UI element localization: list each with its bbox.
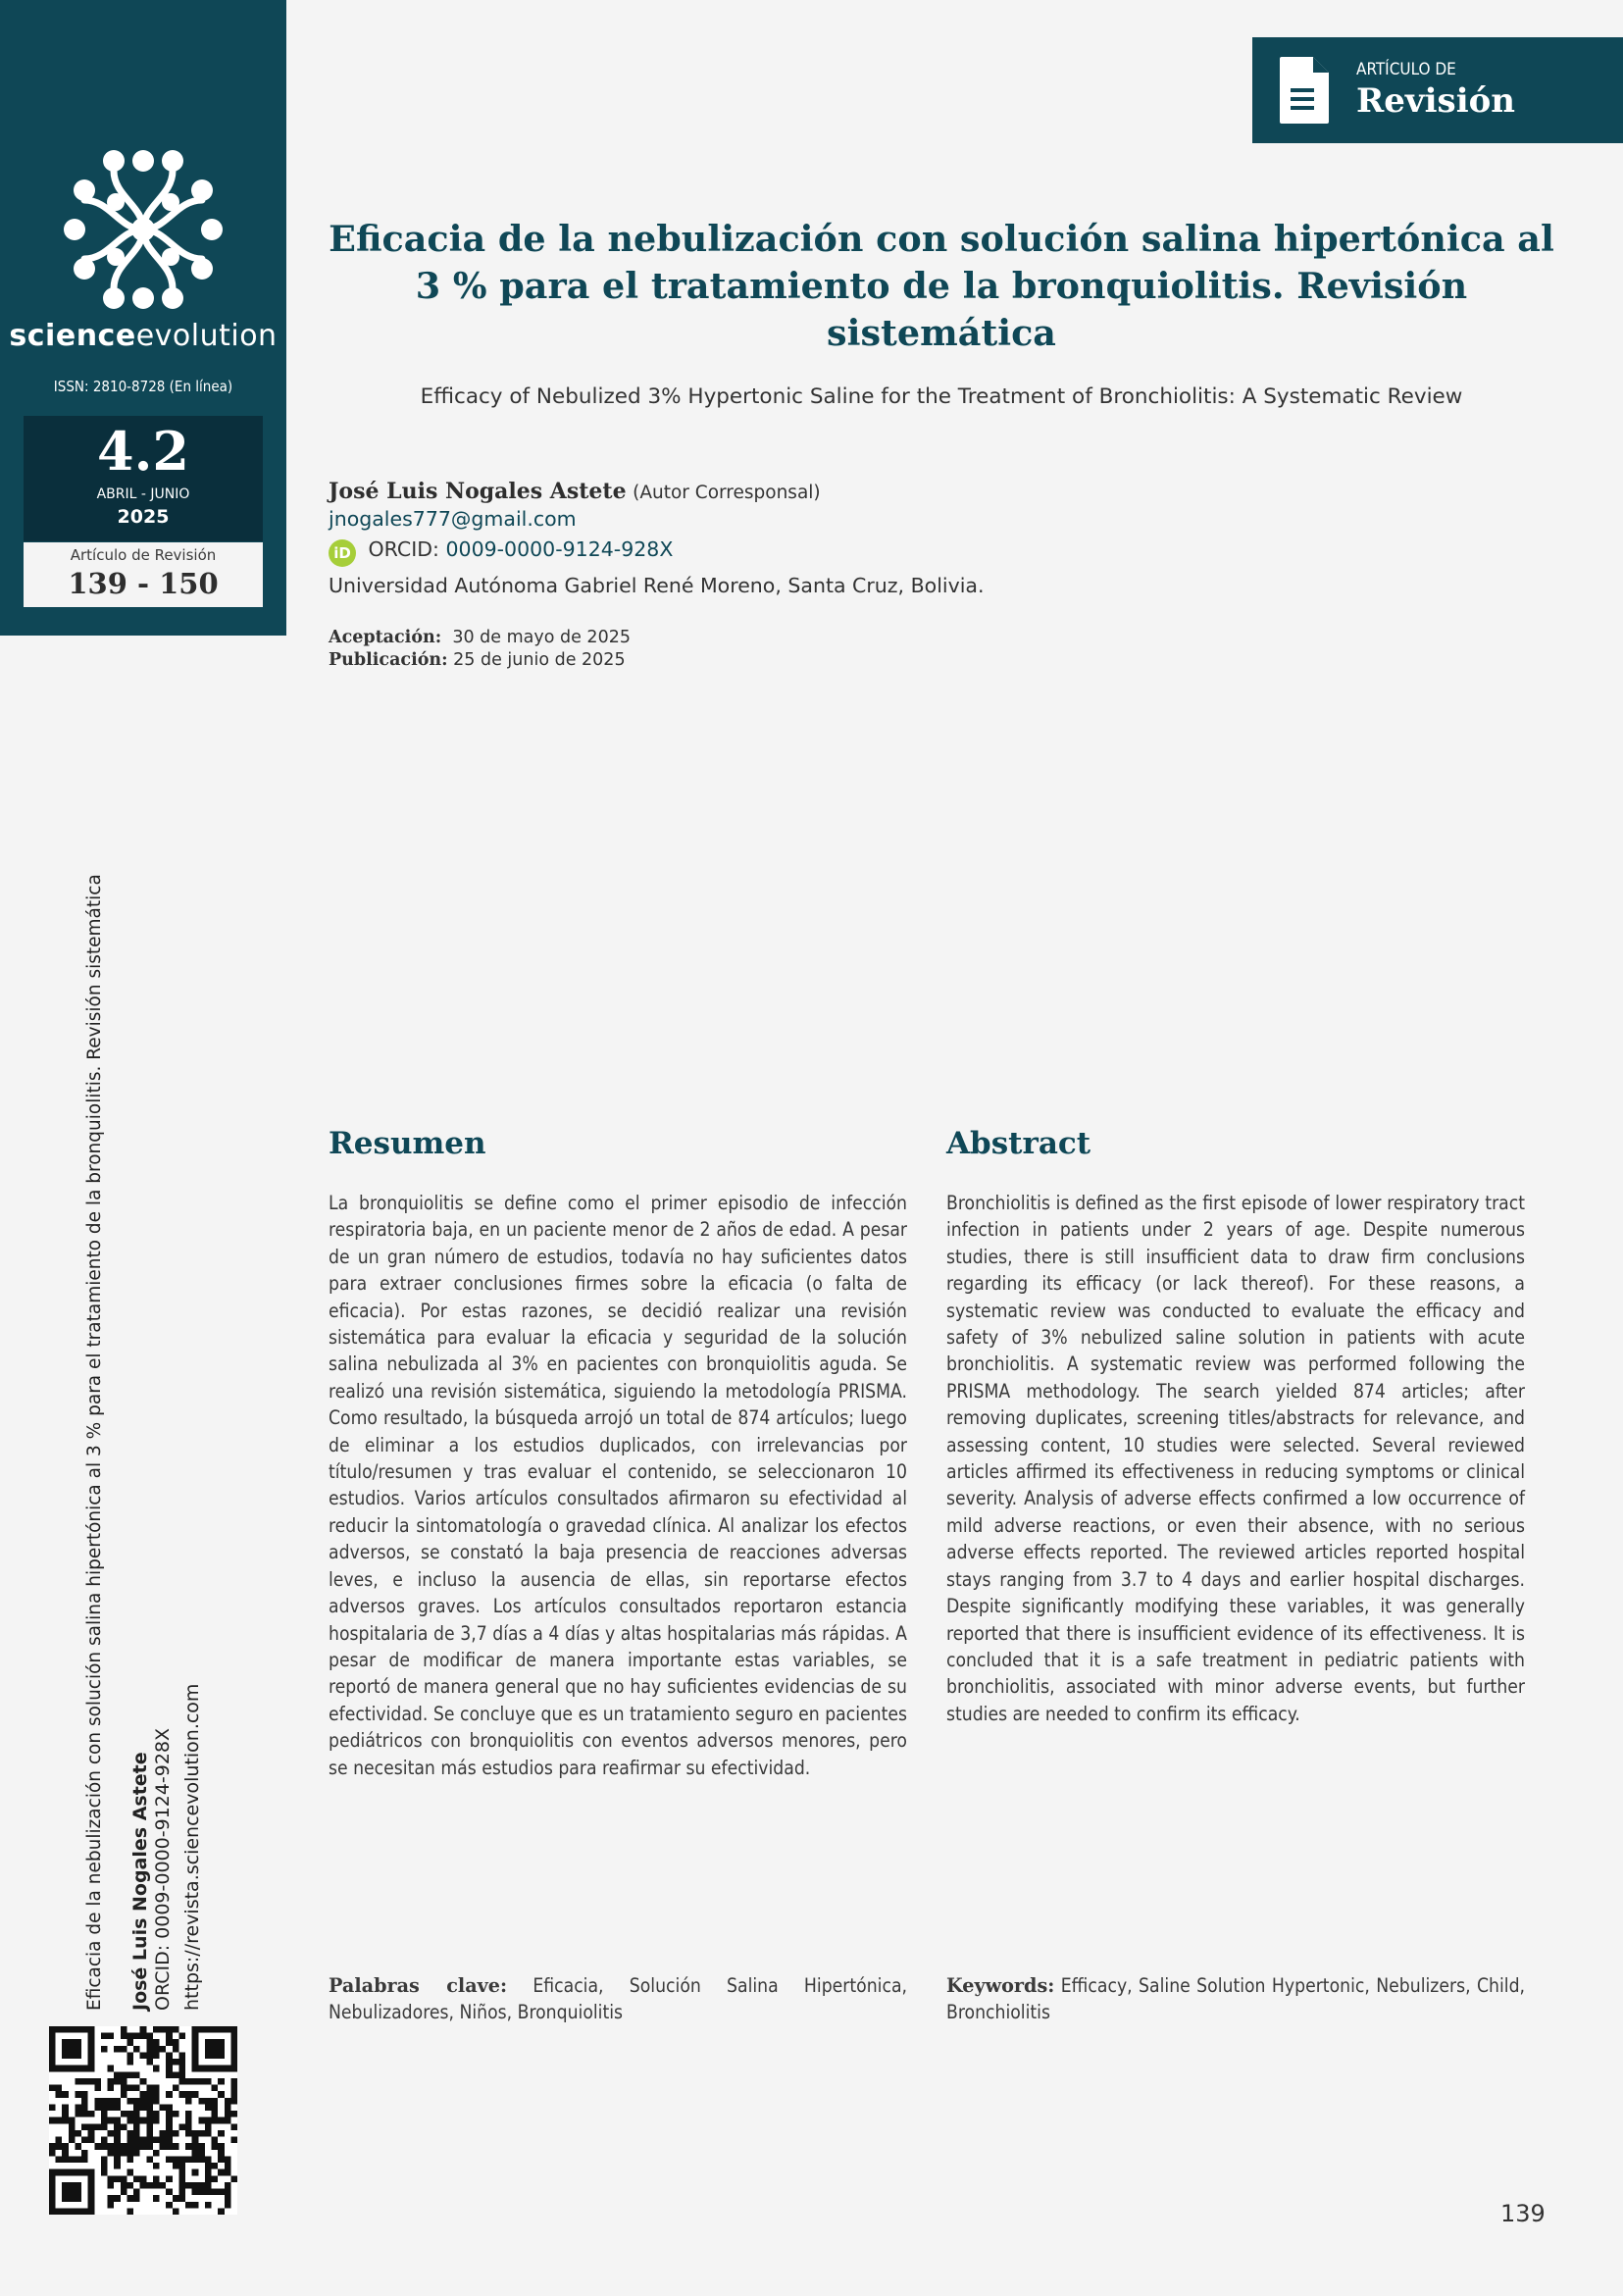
- author-email-link[interactable]: jnogales777@gmail.com: [329, 507, 577, 531]
- issue-year: 2025: [117, 506, 170, 528]
- side-orcid: ORCID: 0009-0000-9124-928X: [152, 1727, 174, 2011]
- volume-number: 4.2: [97, 420, 189, 483]
- badge-subtitle: ARTÍCULO DE: [1356, 60, 1456, 79]
- issn-text: ISSN: 2810-8728 (En línea): [53, 378, 233, 395]
- side-website-link[interactable]: https://revista.sciencevolution.com: [181, 1683, 203, 2011]
- abstract-heading: Abstract: [946, 1126, 1091, 1161]
- author-line: [329, 479, 821, 504]
- acceptance-date: Aceptación: 30 de mayo de 2025: [329, 628, 631, 647]
- qr-code-icon[interactable]: [49, 2026, 237, 2215]
- resumen-text: La bronquiolitis se define como el primer episodio de infección respiratoria baja, en un paciente menor de 2 años de edad. A pesar de un gran número de estudios, todavía no hay suficientes datos para extraer conclusiones firmes sobre la eficacia (o falta de eficacia). Por estas razones, se decidió realizar una revisión sistemática para evaluar la eficacia y seguridad de la solución salina nebulizada al 3% en pacientes con bronquiolitis aguda. Se realizó una revisión sistemática, siguiendo la metodología PRISMA. Como resultado, la búsqueda arrojó un total de 874 artículos; luego de eliminar a los estudios duplicados, con irrelevancias por título/resumen y tras evaluar el contenido, se seleccionaron 10 estudios. Varios artículos consultados afirmaron su efectividad al reducir la sintomatología o gravedad clínica. Al analizar los efectos adversos, se constató la baja presencia de reacciones adversas leves, e incluso la ausencia de ellas, sin reportarse efectos adversos graves. Los artículos consultados reportaron estancia hospitalaria de 3,7 días a 4 días y altas hospitalarias más rápidas. A pesar de modificar de manera importante estas variables, se reportó de manera general que no hay suficientes evidencias de su efectividad. Se concluye que es un tratamiento seguro en pacientes pediátricos con bronquiolitis con eventos adversos menores, pero se necesitan más estudios para reafirmar su efectividad.: [329, 1192, 907, 1779]
- orcid-icon: iD: [329, 539, 356, 567]
- journal-brand: scienceevolution: [9, 319, 278, 353]
- orcid-line: [329, 537, 673, 567]
- keywords-en: Keywords: Efficacy, Saline Solution Hypertonic, Nebulizers, Child, Bronchiolitis: [946, 1974, 1526, 2024]
- page-range: 139 - 150: [68, 567, 219, 600]
- orcid-link[interactable]: 0009-0000-9124-928X: [445, 537, 674, 561]
- abstract-text: Bronchiolitis is defined as the first episode of lower respiratory tract infection in patients under 2 years of age. Despite numerous studies, there is still insufficient data to draw firm conclusions regarding its efficacy (or lack thereof). For these reasons, a systematic review was conducted to evaluate the efficacy and safety of 3% nebulized saline solution in patients with acute bronchiolitis. A systematic review was performed following the PRISMA methodology. The search yielded 874 articles; after removing duplicates, screening titles/abstracts for relevance, and assessing content, 10 studies were selected. Several reviewed articles affirmed its effectiveness in reducing symptoms or clinical severity. Analysis of adverse effects confirmed a low occurrence of mild adverse reactions, or even their absence, with no serious adverse effects reported. The reviewed articles reported hospital stays ranging from 3.7 to 4 days and earlier hospital discharges. Despite significantly modifying these variables, it was generally reported that there is insufficient evidence of its effectiveness. It is concluded that it is a safe treatment in pediatric patients with bronchiolitis, associated with minor adverse events, but further studies are needed to confirm its efficacy.: [946, 1192, 1525, 1725]
- author-role: (Autor Corresponsal): [633, 483, 821, 503]
- article-title-es: Eficacia de la nebulización con solución salina hipertónica al 3 % para el tratamiento de la bronquiolitis. Revisión sistemática: [329, 218, 1554, 354]
- article-type-label: Artículo de Revisión: [70, 546, 217, 564]
- author-affiliation: Universidad Autónoma Gabriel René Moreno, Santa Cruz, Bolivia.: [329, 574, 985, 597]
- badge-title: Revisión: [1356, 81, 1516, 121]
- orcid-label: ORCID:: [368, 537, 439, 561]
- resumen-heading: Resumen: [329, 1126, 486, 1161]
- publication-date: Publicación: 25 de junio de 2025: [329, 650, 626, 670]
- issue-months: ABRIL - JUNIO: [96, 486, 190, 502]
- side-article-title: Eficacia de la nebulización con solución salina hipertónica al 3 % para el tratamiento de la bronquiolitis. Revisión sistemática: [84, 874, 105, 2011]
- article-title-en: Efficacy of Nebulized 3% Hypertonic Saline for the Treatment of Bronchiolitis: A Systematic Review: [420, 384, 1463, 409]
- side-author-name: José Luis Nogales Astete: [129, 1752, 151, 2011]
- journal-logo-icon: [61, 147, 226, 312]
- keywords-es: Palabras clave: Eficacia, Solución Salina Hipertónica, Nebulizadores, Niños, Bronquiolitis: [329, 1974, 907, 2024]
- author-name: José Luis Nogales Astete: [329, 479, 627, 504]
- document-icon: [1278, 55, 1331, 126]
- page-number: 139: [1500, 2200, 1546, 2227]
